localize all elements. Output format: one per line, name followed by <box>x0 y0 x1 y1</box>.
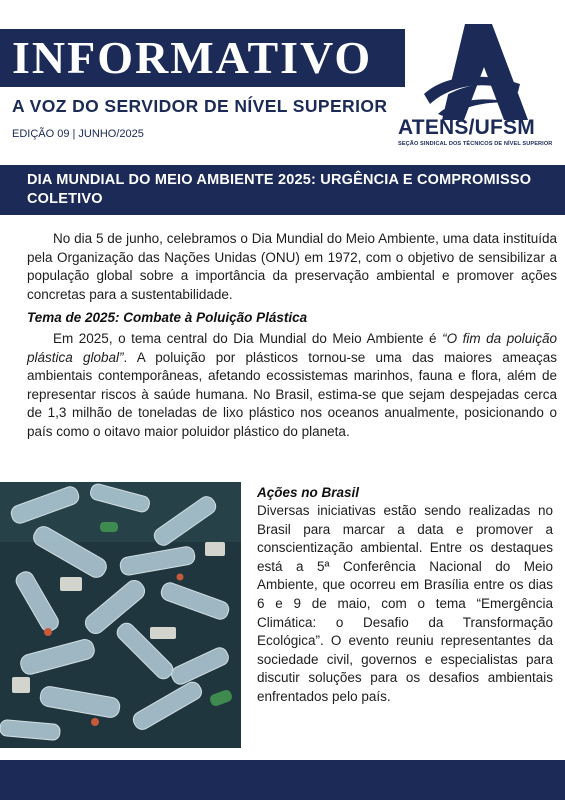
plastic-bottles-illustration <box>0 482 241 748</box>
section-heading-brazil: Ações no Brasil <box>257 485 360 500</box>
logo-name: ATENS/UFSM <box>398 116 535 139</box>
logo-subtitle: SEÇÃO SINDICAL DOS TÉCNICOS DE NÍVEL SUPERIOR <box>398 141 553 147</box>
atens-logo-icon <box>420 22 540 122</box>
masthead <box>0 0 565 165</box>
theme-text-end: . A poluição por plásticos tornou-se uma das maiores ameaças ambientais contemporâneas, afetando ecossistemas marinhos, fauna e flora, além de representar riscos à saúde humana. No Brasil, estima-se que sejam despejadas cerca de 1,3 milhão de toneladas de lixo plástico nos oceanos anualmente, posicionando o país como o oitavo maior poluidor plástico do planeta. <box>27 349 557 439</box>
section-heading-theme: Tema de 2025: Combate à Poluição Plástica <box>27 310 308 325</box>
headline-bar <box>0 165 565 215</box>
intro-paragraph: No dia 5 de junho, celebramos o Dia Mundial do Meio Ambiente, uma data instituída pela Organização das Nações Unidas (ONU) em 1972, com o objetivo de sensibilizar a população global sobre a importância da preservação ambiental e promover ações concretas para a sustentabilidade. <box>27 231 557 302</box>
edition-label: EDIÇÃO 09 | JUNHO/2025 <box>12 128 144 140</box>
plastic-pollution-photo <box>0 482 241 748</box>
footer-bar <box>0 760 565 800</box>
brazil-paragraph: Diversas iniciativas estão sendo realizadas no Brasil para marcar a data e promover a conscientização ambiental. Entre os destaques está a 5ª Conferência Nacional do Meio Ambiente, que ocorreu em Brasília entre os dias 6 e 9 de maio, com o tema “Emergência Climática: o Desafio da Transformação Ecológica”. O evento reuniu representantes da sociedade civil, governos e especialistas para discutir soluções para os desafios ambientais enfrentados pelo país. <box>257 503 553 704</box>
article-headline: DIA MUNDIAL DO MEIO AMBIENTE 2025: URGÊNCIA E COMPROMISSO COLETIVO <box>27 172 532 207</box>
theme-text-start: Em 2025, o tema central do Dia Mundial do Meio Ambiente é <box>53 331 443 346</box>
theme-quote: “O fim da poluição plástica global” <box>27 331 557 365</box>
theme-paragraph <box>27 330 557 442</box>
newsletter-subtitle: A VOZ DO SERVIDOR DE NÍVEL SUPERIOR <box>12 96 388 116</box>
newsletter-title: INFORMATIVO <box>0 29 405 87</box>
